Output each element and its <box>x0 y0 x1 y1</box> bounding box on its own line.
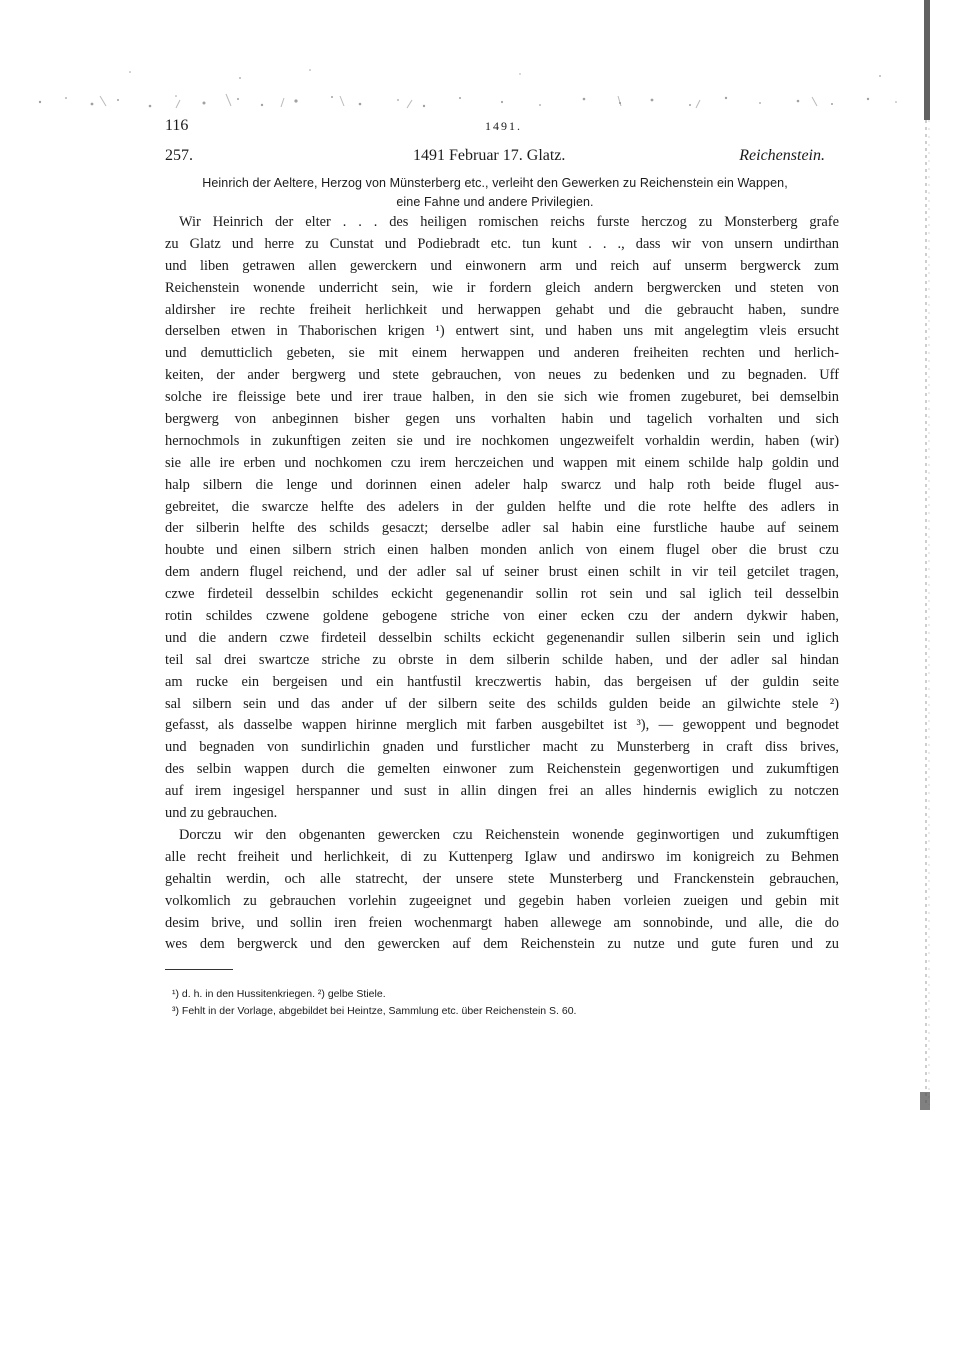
body-line: sie alle ire erben und nochkomen czu irem herczeichen und wappen mit einem schilde halp goldin und <box>165 454 839 471</box>
body-line: solche ire fleissige bete und irer traue halben, in den sie sich wie fromen zugeburet, bei demselbin <box>165 389 839 406</box>
body-line: wes dem bergwerck und den gewercken auf dem Reichenstein zu nutze und gute furen und zu <box>165 936 839 953</box>
page-header <box>165 117 825 139</box>
binding-edge <box>908 0 938 1130</box>
footnote-line: ³) Fehlt in der Vorlage, abgebildet bei Heintze, Sammlung etc. über Reichenstein S. 60. <box>172 1005 577 1017</box>
document-date: 1491 Februar 17. Glatz. <box>413 147 566 164</box>
body-line: gefasst, als dasselbe wappen hirinne merglich mit farben ausgebiltet ist ³), — gewoppent und begnodet <box>165 717 839 734</box>
body-line: gebreitet, die swarcze helfte des adelers in der gulden helfte und die rote helfte des adlers in <box>165 498 839 515</box>
body-line: am rucke ein bergeisen und ein hantfustil kreczwertis habin, das bergeisen uf der guldin seite <box>165 673 839 690</box>
body-line: zu Glatz und herre zu Cunstat und Podiebradt etc. tun kunt . . ., dass wir von unsern undirthan <box>165 235 839 252</box>
footnote-line: ¹) d. h. in den Hussitenkriegen. ²) gelbe Stiele. <box>172 988 386 1000</box>
body-line: und die andern czwe firdeteil desselbin schilts eckicht gegenenandir sullen silberin sein und iglich <box>165 629 839 646</box>
body-line: und begnaden von sundirlichin gnaden und furstlicher macht zu Munsterberg in craft diss brives, <box>165 739 839 756</box>
body-line: und liben getrawen allen gewerckern und einwonern arm und reich auf unserm bergwerck zum <box>165 257 839 274</box>
body-line: sal silbern sein und das ander uf der silbern seite des schilds gulden beide an gilwichte stele ²) <box>165 695 839 712</box>
body-line: Reichenstein wonende underricht sein, wie ir fordern gleich andern bergwercken und steten von <box>165 279 839 296</box>
body-line: auf irem ingesigel herspanner und sust in allin dingen frei an alles hindernis ewiglich zu notczen <box>165 783 839 800</box>
body-line: hernochmols in zukunftigen zeiten sie und ire nochkomen ungezweifelt vorhaldin werdin, haben (wir) <box>165 432 839 449</box>
body-line: und zu gebrauchen. <box>165 805 278 822</box>
body-line: rotin schildes czwene goldene gebogene striche von einer ecken czu der andern dykwir haben, <box>165 608 839 625</box>
document-body <box>165 212 839 956</box>
body-line: dem andern flugel reichend, und der adler sal uf seiner brust einen schilt in vir teil getcilet tragen, <box>165 564 839 581</box>
document-place: Reichenstein. <box>739 147 825 164</box>
footnote-divider <box>165 969 233 970</box>
body-line: Dorczu wir den obgenanten gewercken czu Reichenstein wonende geginwortigen und zukumftigen <box>179 826 839 843</box>
scan-noise-strip <box>0 60 920 120</box>
body-line: halp silbern die lenge und dorinnen einen adeler halp swarcz und halp roth beide flugel aus- <box>165 476 839 493</box>
footnotes <box>172 986 832 1020</box>
body-line: derselben etwen in Thaborischen krigen ¹) entwert sint, und haben uns mit angelegtim vleis ersucht <box>165 323 839 340</box>
regest-line: eine Fahne und andere Privilegien. <box>396 195 594 209</box>
document-number: 257. <box>165 147 193 164</box>
body-line: Wir Heinrich der elter . . . des heiligen romischen reichs furste herczog zu Monsterberg grafe <box>179 214 839 230</box>
regest-summary <box>165 174 825 212</box>
regest-line: Heinrich der Aeltere, Herzog von Münsterberg etc., verleiht den Gewerken zu Reichenstein ein Wappen, <box>202 176 788 190</box>
body-line: gehaltin werdin, och alle statrecht, der unsere stete Munsterberg und Franckenstein gebrauchen, <box>165 870 839 887</box>
body-line: teil sal drei swartcze striche zu obrste in dem silberin schilde haben, und der adler sal hindan <box>165 651 839 668</box>
body-line: czwe firdeteil desselbin schildes eckicht gegenenandir sollin rot sein und sal iglich teil desselbin <box>165 586 839 603</box>
document-heading <box>165 147 825 169</box>
body-line: volkomlich zu gebrauchen vorlehin zugeeignet und gegebin haben vorleien zueigen und gebin mit <box>165 892 839 909</box>
body-line: aldirsher ire rechte freiheit herlichkeit und herwappen gehabt und die gebraucht haben, sundre <box>165 301 839 318</box>
body-line: des selbin wappen durch die gemelten einwoner zum Reichenstein gegenwortigen und zukumftigen <box>165 761 839 778</box>
body-line: houbte und einen silbern strich einen halben monden anlich von einem flugel ober die brust czu <box>165 542 839 559</box>
body-line: bergwerg von anbeginnen bisher gegen uns vorhalten habin und tagelich vorhalten und sich <box>165 411 839 428</box>
body-line: und demutticlich gebeten, sie mit einem herwappen und anderen freiheiten rechten und herlich- <box>165 345 839 362</box>
body-line: desim brive, und sollin iren freien wochenmargt haben allewege am sonnobinde, und alle, die do <box>165 914 839 931</box>
body-line: der silberin helfte des schilds gesaczt; derselbe adler sal habin eine furstliche haube auf seinem <box>165 520 839 537</box>
running-header-year: 1491. <box>485 119 522 133</box>
body-line: alle recht freiheit und herlichkeit, di zu Kuttenperg Iglaw und andirswo im konigreich zu Behmen <box>165 848 839 865</box>
body-line: keiten, der ander bergwerg und stete gebrauchen, von neues zu bedenken und zu begnaden. Uff <box>165 367 839 384</box>
page-number: 116 <box>165 117 189 134</box>
